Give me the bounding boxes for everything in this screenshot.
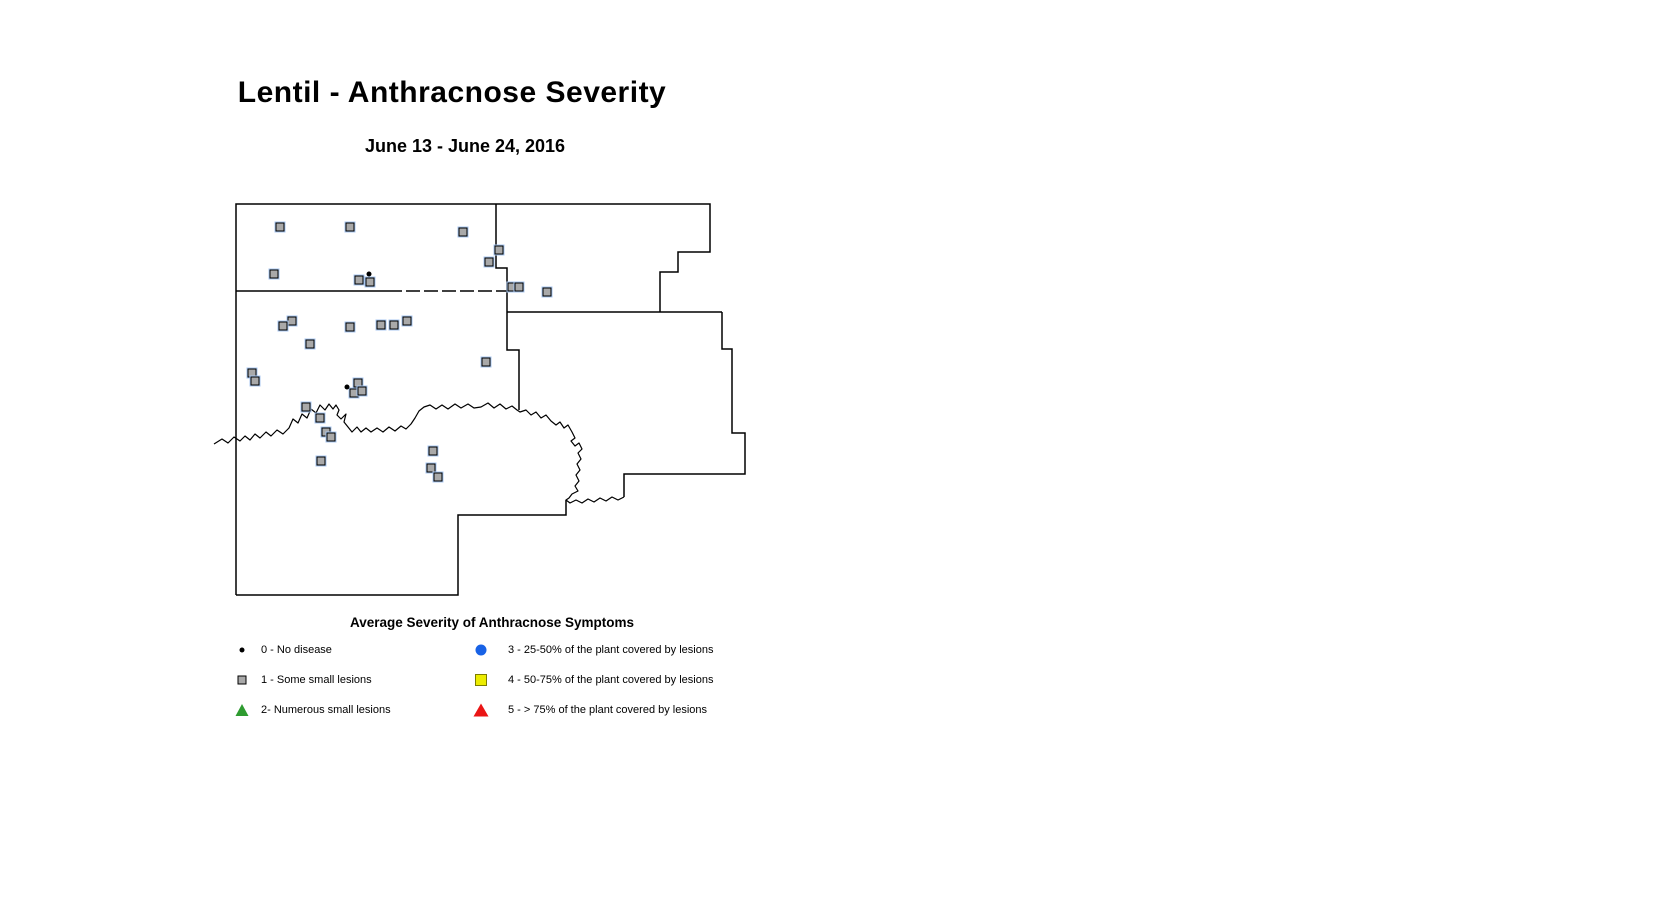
legend-item-label: 0 - No disease bbox=[261, 644, 332, 656]
blue-circle-icon bbox=[476, 645, 487, 656]
severity-1-marker bbox=[306, 340, 315, 349]
legend-item-label: 5 - > 75% of the plant covered by lesions bbox=[508, 704, 708, 716]
severity-1-marker bbox=[276, 223, 285, 232]
severity-1-marker bbox=[355, 276, 364, 285]
severity-0-marker bbox=[345, 385, 350, 390]
legend-title: Average Severity of Anthracnose Symptoms bbox=[349, 615, 635, 630]
severity-1-marker bbox=[434, 473, 443, 482]
severity-1-marker bbox=[427, 464, 436, 473]
severity-1-marker bbox=[515, 283, 524, 292]
severity-1-marker bbox=[270, 270, 279, 279]
severity-1-marker bbox=[346, 323, 355, 332]
severity-1-marker bbox=[327, 433, 336, 442]
severity-1-marker bbox=[366, 278, 375, 287]
severity-1-marker bbox=[317, 457, 326, 466]
figure-title: Lentil - Anthracnose Severity bbox=[237, 76, 667, 109]
severity-1-marker bbox=[495, 246, 504, 255]
severity-1-marker bbox=[346, 223, 355, 232]
severity-1-marker bbox=[316, 414, 325, 423]
severity-1-marker bbox=[482, 358, 491, 367]
severity-1-marker bbox=[279, 322, 288, 331]
severity-1-marker bbox=[485, 258, 494, 267]
legend-item-label: 2- Numerous small lesions bbox=[261, 704, 391, 716]
severity-1-marker bbox=[377, 321, 386, 330]
black-dot-icon bbox=[240, 648, 245, 653]
severity-1-marker bbox=[390, 321, 399, 330]
river-boundary bbox=[214, 403, 624, 503]
severity-1-marker bbox=[459, 228, 468, 237]
severity-1-marker bbox=[543, 288, 552, 297]
severity-0-marker bbox=[367, 272, 372, 277]
legend-item-label: 4 - 50-75% of the plant covered by lesions bbox=[508, 674, 714, 686]
severity-1-marker bbox=[288, 317, 297, 326]
severity-1-marker bbox=[302, 403, 311, 412]
gray-square-icon bbox=[238, 676, 247, 685]
map-internal-boundaries bbox=[236, 204, 722, 410]
figure-subtitle: June 13 - June 24, 2016 bbox=[364, 136, 566, 156]
severity-1-marker bbox=[358, 387, 367, 396]
legend-item-label: 3 - 25-50% of the plant covered by lesions bbox=[508, 644, 714, 656]
severity-1-marker bbox=[251, 377, 260, 386]
legend-item-label: 1 - Some small lesions bbox=[261, 674, 372, 686]
severity-1-marker bbox=[429, 447, 438, 456]
yellow-square-icon bbox=[475, 674, 487, 686]
severity-1-marker bbox=[403, 317, 412, 326]
